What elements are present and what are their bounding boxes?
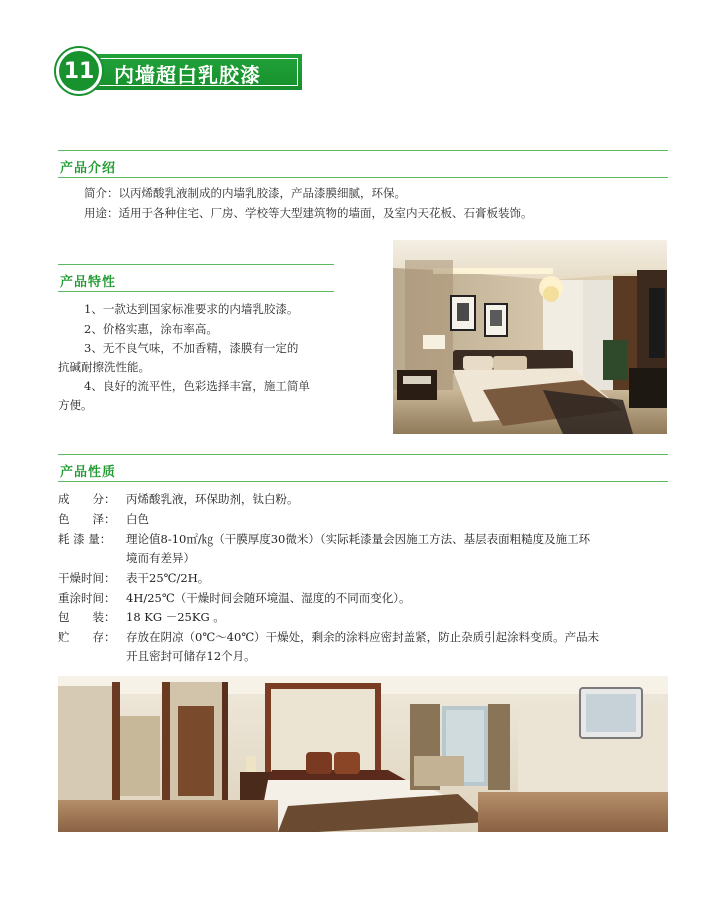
hotel-room-photo — [58, 676, 668, 832]
properties-section-header — [58, 454, 668, 482]
title-banner — [56, 48, 302, 94]
intro-header-label: 产品介绍 — [60, 161, 117, 176]
spec-value: 白色 — [126, 512, 149, 526]
spec-value: 丙烯酸乳液，环保助剂，钛白粉。 — [126, 492, 299, 506]
spec-key: 贮 存： — [58, 630, 116, 644]
spec-row — [58, 510, 149, 530]
page-title: 内墙超白乳胶漆 — [114, 63, 261, 87]
spec-row — [58, 608, 225, 628]
spec-value: 存放在阴凉（0℃～40℃）干燥处，剩余的涂料应密封盖紧，防止杂质引起涂料变质。产品未 — [126, 630, 600, 644]
feature-line: 3、无不良气味，不加香精，漆膜有一定的 — [84, 341, 299, 355]
spec-row — [58, 628, 600, 648]
spec-key: 耗 漆 量： — [58, 532, 112, 546]
spec-value: 境而有差异） — [126, 551, 195, 565]
spec-key: 成 分： — [58, 492, 116, 506]
feature-line: 1、一款达到国家标准要求的内墙乳胶漆。 — [84, 302, 299, 316]
spec-row — [58, 569, 210, 589]
features-section-header — [58, 264, 334, 292]
spec-row — [58, 589, 411, 609]
feature-line: 2、价格实惠，涂布率高。 — [84, 322, 218, 336]
spec-key: 重涂时间： — [58, 591, 116, 605]
spec-row — [58, 490, 299, 510]
feature-line: 4、良好的流平性，色彩选择丰富，施工简单 — [84, 379, 310, 393]
features-header-label: 产品特性 — [60, 275, 117, 290]
spec-value: 理论值8-10㎡/㎏（干膜厚度30微米）（实际耗漆量会因施工方法、基层表面粗糙度及施工环 — [126, 532, 591, 546]
spec-row — [58, 647, 256, 667]
intro-section-header — [58, 150, 668, 178]
spec-value: 表干25℃/2H。 — [126, 571, 210, 585]
spec-value: 4H/25℃（干燥时间会随环境温、湿度的不同而变化）。 — [126, 591, 411, 605]
spec-key: 包 装： — [58, 610, 116, 624]
spec-row — [58, 530, 591, 550]
feature-line: 方便。 — [58, 398, 93, 412]
feature-line: 抗碱耐擦洗性能。 — [58, 360, 150, 374]
spec-value: 18 KG －25KG 。 — [126, 610, 225, 624]
properties-header-label: 产品性质 — [60, 465, 117, 480]
bedroom-photo — [393, 240, 667, 434]
spec-value: 开且密封可储存12个月。 — [126, 649, 256, 663]
title-number-badge: 11 — [56, 48, 102, 94]
spec-key: 色 泽： — [58, 512, 116, 526]
spec-row — [58, 549, 195, 569]
intro-line: 简介：以丙烯酸乳液制成的内墙乳胶漆，产品漆膜细腻，环保。 — [84, 186, 406, 200]
intro-line: 用途：适用于各种住宅、厂房、学校等大型建筑物的墙面，及室内天花板、石膏板装饰。 — [84, 206, 533, 220]
spec-key: 干燥时间： — [58, 571, 116, 585]
